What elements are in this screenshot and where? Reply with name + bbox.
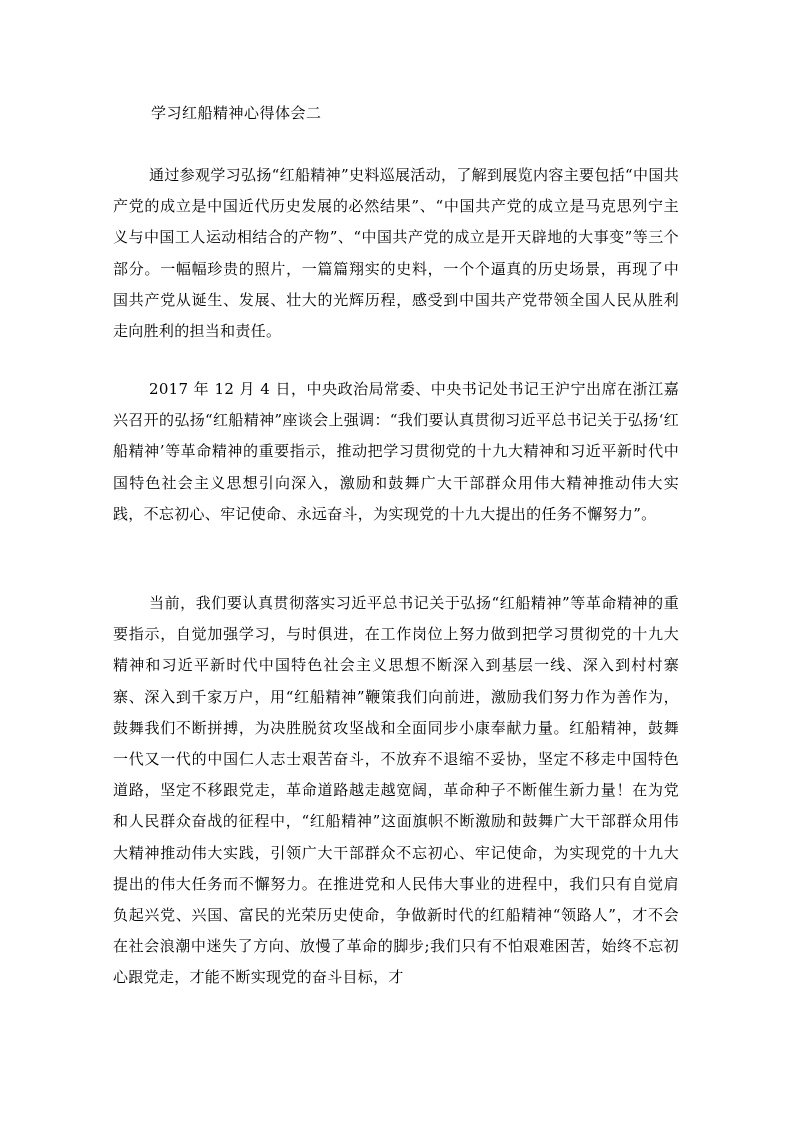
paragraph-2: 2017 年 12 月 4 日，中央政治局常委、中央书记处书记王沪宁出席在浙江嘉兴召开的弘扬“红船精神”座谈会上强调：“我们要认真贯彻习近平总书记关于弘扬‘红船精神’等革命精神的重要指示，推动把学习贯彻党的十九大精神和习近平新时代中国特色社会主义思想引向深入，激励和鼓舞广大干部群众用伟大精神推动伟大实践，不忘初心、牢记使命、永远奋斗，为实现党的十九大提出的任务不懈努力”。: [113, 380, 679, 523]
paragraph-1: 通过参观学习弘扬“红船精神”史料巡展活动，了解到展览内容主要包括“中国共产党的成立是中国近代历史发展的必然结果”、“中国共产党的成立是马克思列宁主义与中国工人运动相结合的产物”、“中国共产党的成立是开天辟地的大事变”等三个部分。一幅幅珍贵的照片，一篇篇翔实的史料，一个个逼真的历史场景，再现了中国共产党从诞生、发展、壮大的光辉历程，感受到中国共产党带领全国人民从胜利走向胜利的担当和责任。: [113, 166, 679, 341]
paragraph-3: 当前，我们要认真贯彻落实习近平总书记关于弘扬“红船精神”等革命精神的重要指示，自觉加强学习，与时俱进，在工作岗位上努力做到把学习贯彻党的十九大精神和习近平新时代中国特色社会主义思想不断深入到基层一线、深入到村村寨寨、深入到千家万户，用“红船精神”鞭策我们向前进，激励我们努力作为善作为，鼓舞我们不断拼搏，为决胜脱贫攻坚战和全面同步小康奉献力量。红船精神，鼓舞一代又一代的中国仁人志士艰苦奋斗，不放弃不退缩不妥协，坚定不移走中国特色道路，坚定不移跟党走，革命道路越走越宽阔，革命种子不断催生新力量！在为党和人民群众奋战的征程中，“红船精神”这面旗帜不断激励和鼓舞广大干部群众用伟大精神推动伟大实践，引领广大干部群众不忘初心、牢记使命，为实现党的十九大提出的伟大任务而不懈努力。在推进党和人民伟大事业的进程中，我们只有自觉肩负起兴党、兴国、富民的光荣历史使命，争做新时代的红船精神“领路人”，才不会在社会浪潮中迷失了方向、放慢了革命的脚步;我们只有不怕艰难困苦，始终不忘初心跟党走，才能不断实现党的奋斗目标，才: [113, 594, 679, 987]
document-title: 学习红船精神心得体会二: [151, 104, 322, 122]
